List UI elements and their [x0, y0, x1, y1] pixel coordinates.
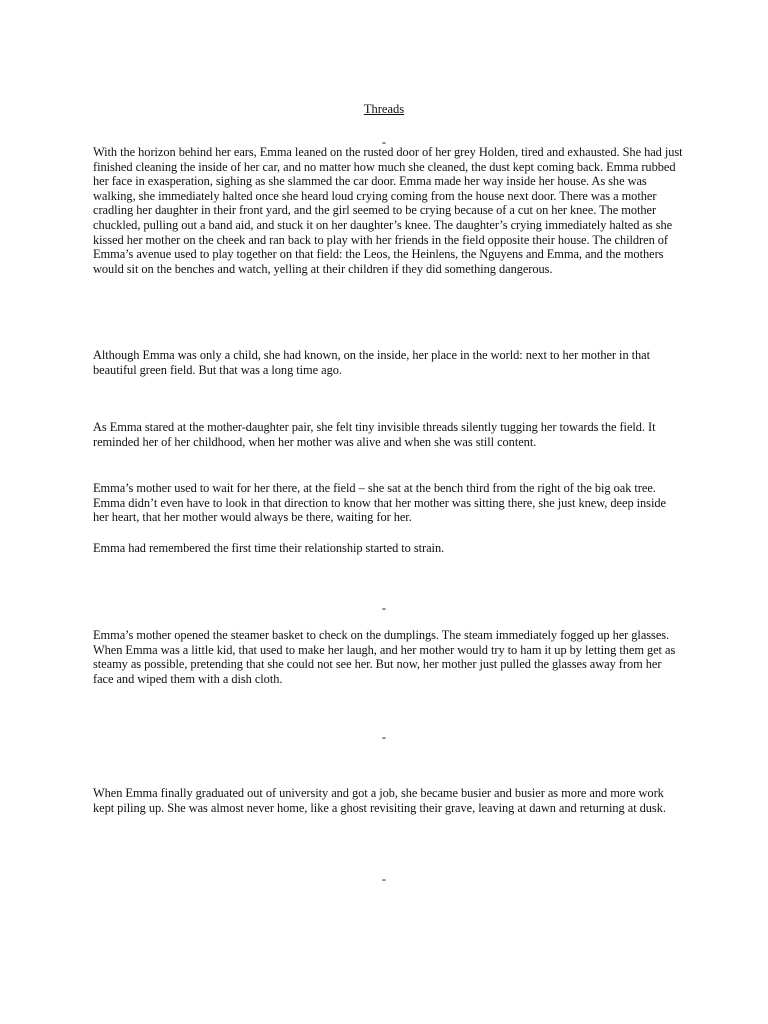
paragraph-2: Although Emma was only a child, she had known, on the inside, her place in the world: next to her mother in that beautiful green field. But that was a long time ago. — [93, 348, 651, 377]
paragraph-1: With the horizon behind her ears, Emma leaned on the rusted door of her grey Holden, tired and exhausted. She had just finished cleaning the inside of her car, and no matter how much she cleaned, the dust kept coming back. Emma rubbed her face in exasperation, sighing as she slammed the car door. Emma made her way inside her house. As she was walking, she immediately halted once she heard loud crying coming from the house next door. There was a mother cradling her daughter in their front yard, and the girl seemed to be crying because of a cut on her knee. The mother chuckled, pulling out a band aid, and stuck it on her daughter’s knee. The daughter’s crying immediately halted as she kissed her mother on the cheek and ran back to play with her friends in the field opposite their house. The children of Emma’s avenue used to play together on that field: the Leos, the Heinlens, the Nguyens and Emma, and the mothers would sit on the benches and watch, yelling at their children if they did something dangerous. — [93, 145, 683, 276]
section-separator: - — [381, 601, 387, 615]
section-separator: - — [381, 730, 387, 744]
paragraph-6: Emma’s mother opened the steamer basket to check on the dumplings. The steam immediately fogged up her glasses. When Emma was a little kid, that used to make her laugh, and her mother would try to ham it up by letting them get as steamy as possible, pretending that she could not see her. But now, her mother just pulled the glasses away from her face and wiped them with a dish cloth. — [93, 628, 676, 686]
paragraph-7: When Emma finally graduated out of university and got a job, she became busier and busier as more and more work kept piling up. She was almost never home, like a ghost revisiting their grave, leaving at dawn and returning at dusk. — [93, 786, 666, 815]
paragraph-3: As Emma stared at the mother-daughter pair, she felt tiny invisible threads silently tugging her towards the field. It reminded her of her childhood, when her mother was alive and when she was still content. — [93, 420, 656, 449]
document-title: Threads — [363, 102, 405, 116]
section-separator: - — [381, 872, 387, 886]
paragraph-5: Emma had remembered the first time their relationship started to strain. — [93, 541, 445, 555]
section-separator: - — [381, 135, 387, 149]
paragraph-4: Emma’s mother used to wait for her there, at the field – she sat at the bench third from the right of the big oak tree. Emma didn’t even have to look in that direction to know that her mother was sitting there, she just knew, deep inside her heart, that her mother would always be there, waiting for her. — [93, 481, 666, 525]
